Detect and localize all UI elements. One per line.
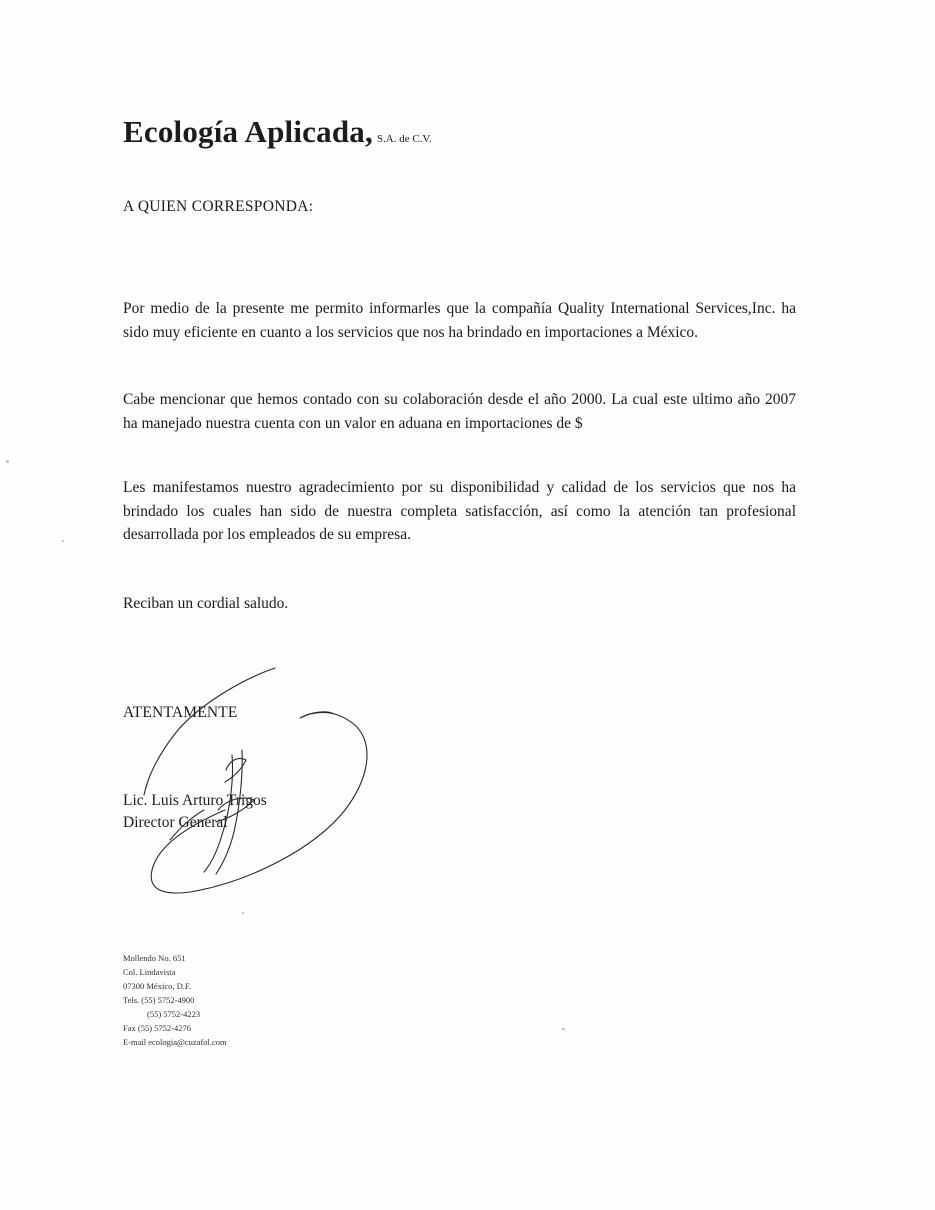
- address-fax: Fax (55) 5752-4276: [123, 1023, 191, 1033]
- body-paragraph-1: Por medio de la presente me permito informarles que la compañía Quality International Services,Inc. ha sido muy eficiente en cuanto a los servicios que nos ha brindado en importaciones a México.: [123, 300, 796, 341]
- address-email: E-mail ecologia@cuzafol.com: [123, 1037, 227, 1047]
- address-phone-2: (55) 5752-4223: [147, 1009, 201, 1019]
- scan-speck: [6, 460, 9, 463]
- address-city: 07300 México, D.F.: [123, 981, 192, 991]
- closing-line: Reciban un cordial saludo.: [123, 595, 289, 612]
- handwritten-signature: [130, 660, 380, 900]
- company-name: Ecología Aplicada,: [123, 114, 373, 149]
- body-paragraph-2: Cabe mencionar que hemos contado con su colaboración desde el año 2000. La cual este ultimo año 2007 ha manejado nuestra cuenta con un valor en aduana en importaciones de $: [123, 391, 796, 432]
- sign-off: ATENTAMENTE: [123, 704, 238, 721]
- scan-speck: [562, 1028, 565, 1030]
- address-colonia: Col. Lindavista: [123, 967, 176, 977]
- salutation: A QUIEN CORRESPONDA:: [123, 198, 314, 215]
- address-street: Mollendo No. 651: [123, 953, 186, 963]
- signer-name: Lic. Luis Arturo Trigos: [123, 792, 267, 809]
- company-suffix: S.A. de C.V.: [376, 133, 432, 145]
- scan-speck: [242, 912, 244, 914]
- scan-speck: [62, 540, 64, 542]
- signer-title: Director General: [123, 814, 228, 831]
- address-phone-1: Tels. (55) 5752-4900: [123, 995, 195, 1005]
- body-paragraph-3: Les manifestamos nuestro agradecimiento por su disponibilidad y calidad de los servicios que nos ha brindado los cuales han sido de nuestra completa satisfacción, así como la atención tan profesional desarrollada por los empleados de su empresa.: [123, 479, 796, 543]
- address-block: [123, 951, 227, 1049]
- letterhead: [123, 114, 432, 150]
